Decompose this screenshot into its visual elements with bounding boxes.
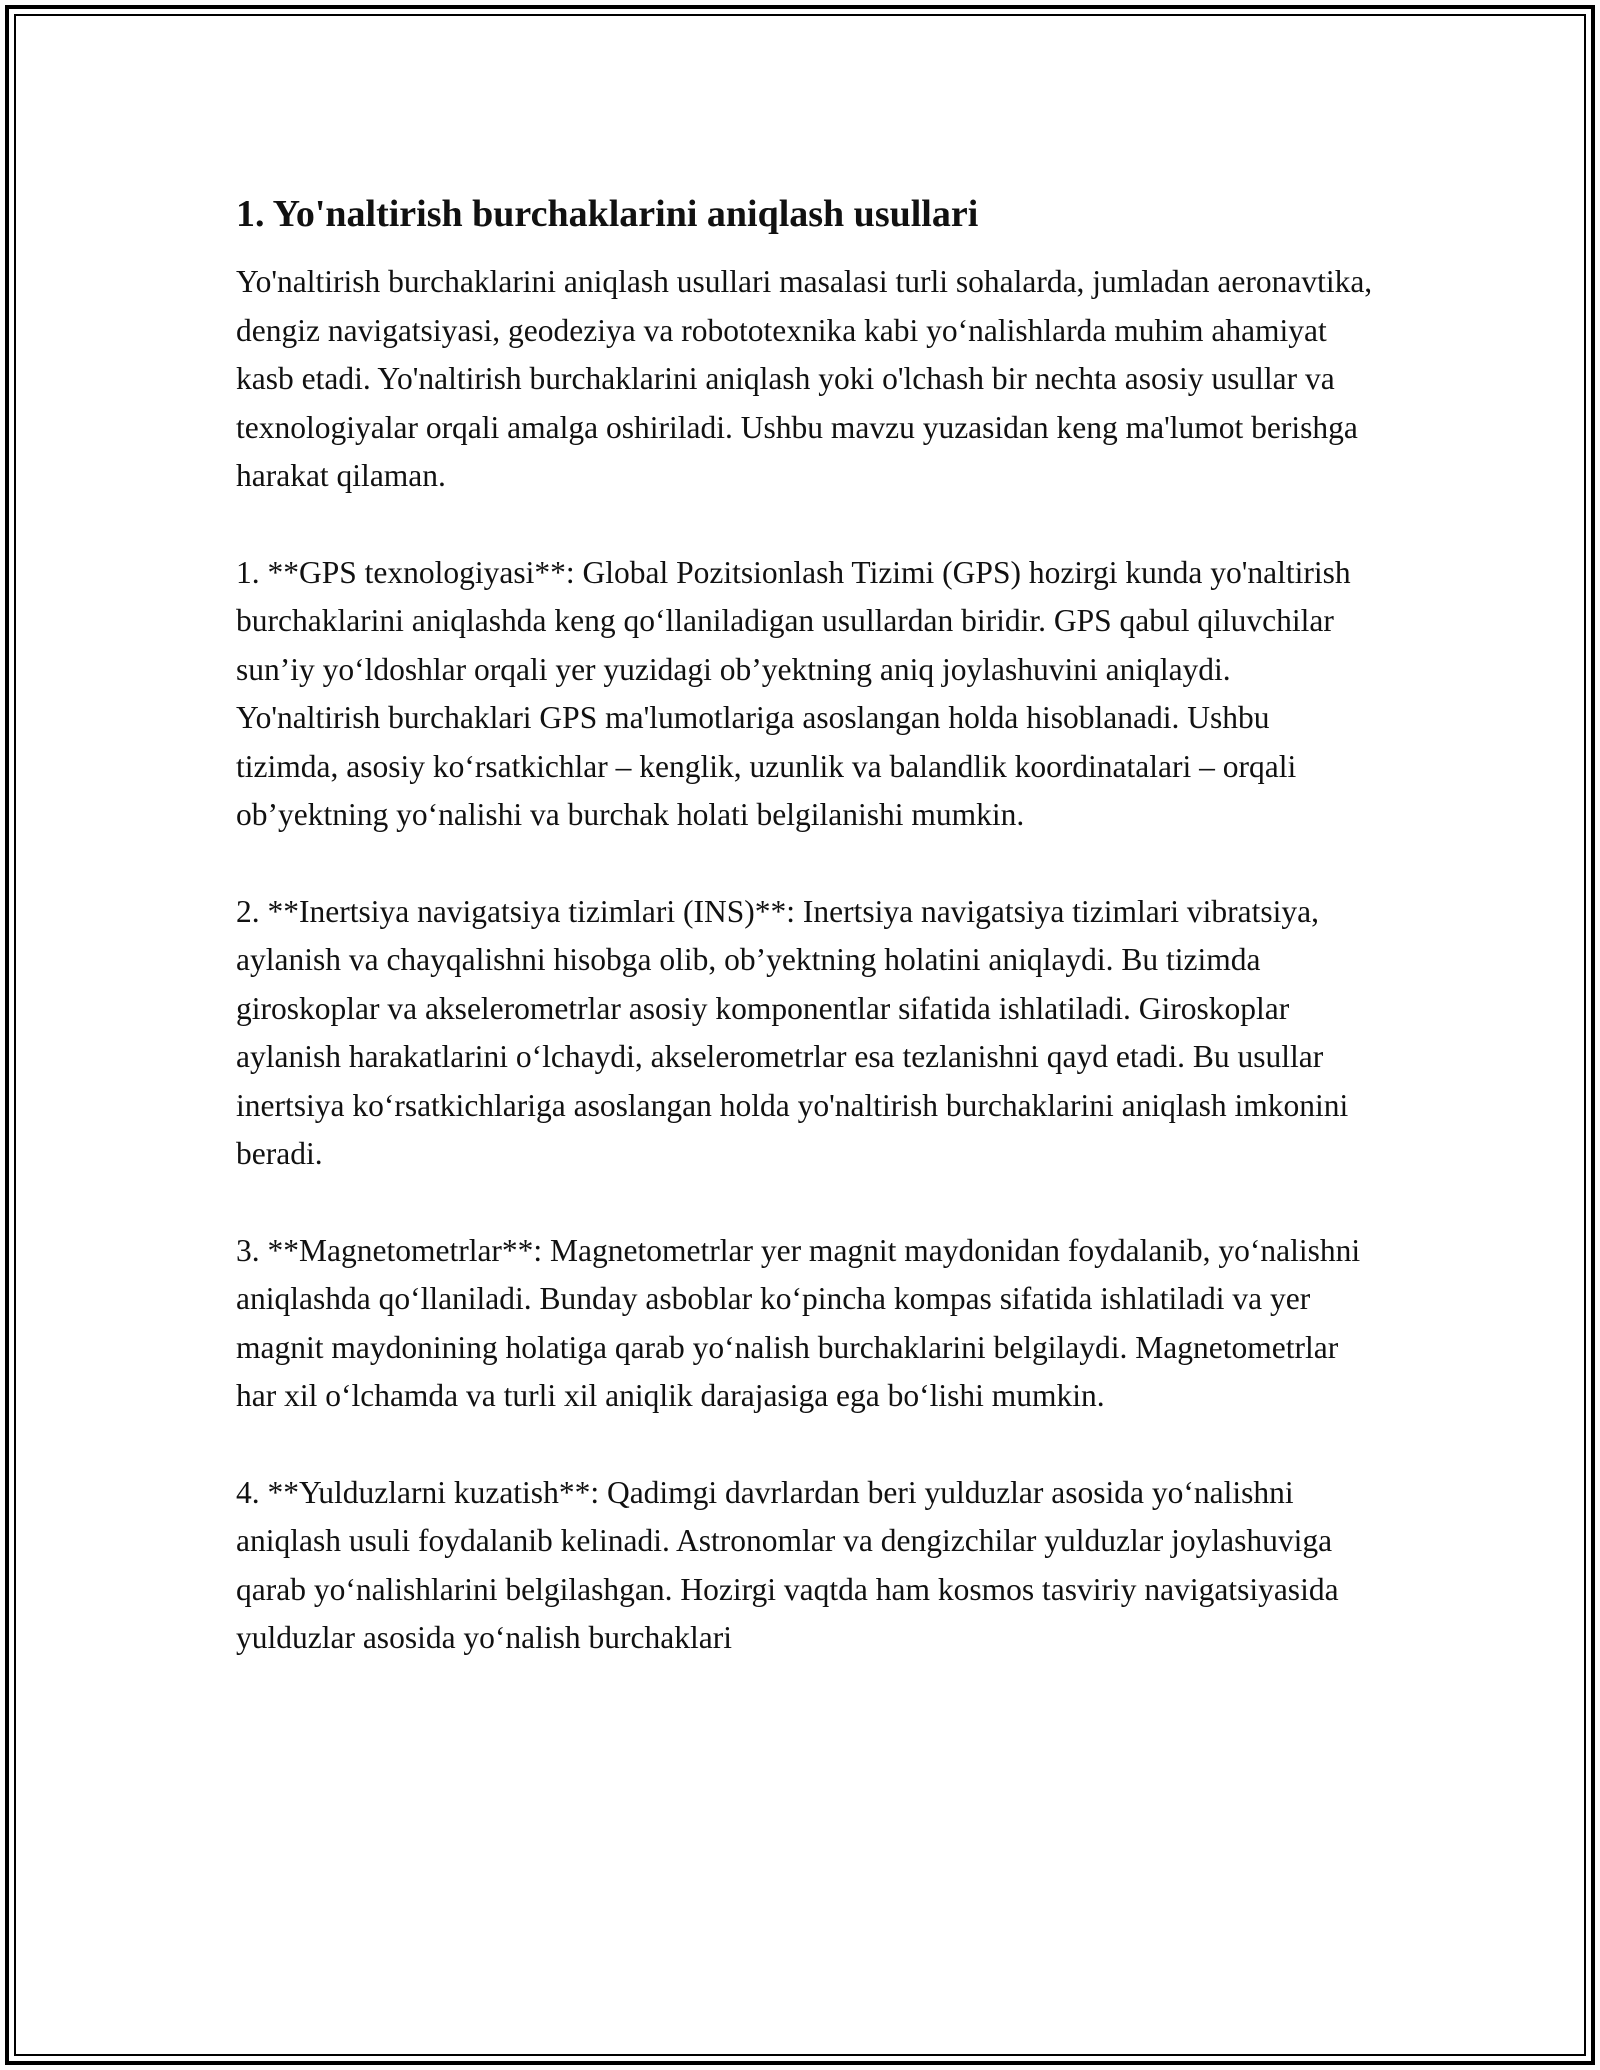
gps-paragraph: 1. **GPS texnologiyasi**: Global Pozitsionlash Tizimi (GPS) hozirgi kunda yo'naltirish burchaklarini aniqlashda keng qo‘llaniladigan usullardan biridir. GPS qabul qiluvchilar sun’iy yo‘ldoshlar orqali yer yuzidagi ob’yektning aniq joylashuvini aniqlaydi. Yo'naltirish burchaklari GPS ma'lumotlariga asoslangan holda hisoblanadi. Ushbu tizimda, asosiy ko‘rsatkichlar – kenglik, uzunlik va balandlik koordinatalari – orqali ob’yektning yo‘nalishi va burchak holati belgilanishi mumkin. (236, 554, 1359, 832)
intro-paragraph: Yo'naltirish burchaklarini aniqlash usullari masalasi turli sohalarda, jumladan aeronavtika, dengiz navigatsiyasi, geodeziya va robototexnika kabi yo‘nalishlarda muhim ahamiyat kasb etadi. Yo'naltirish burchaklarini aniqlash yoki o'lchash bir nechta asosiy usullar va texnologiyalar orqali amalga oshiriladi. Ushbu mavzu yuzasidan keng ma'lumot berishga harakat qilaman. (236, 264, 1381, 493)
ins-paragraph: 2. **Inertsiya navigatsiya tizimlari (INS)**: Inertsiya navigatsiya tizimlari vibratsiya, aylanish va chayqalishni hisobga olib, ob’yektning holatini aniqlaydi. Bu tizimda giroskoplar va akselerometrlar asosiy komponentlar sifatida ishlatiladi. Giroskoplar aylanish harakatlarini o‘lchaydi, akselerometrlar esa tezlanishni qayd etadi. Bu usullar inertsiya ko‘rsatkichlariga asoslangan holda yo'naltirish burchaklarini aniqlash imkonini beradi. (236, 893, 1357, 1171)
document-title: 1. Yo'naltirish burchaklarini aniqlash usullari (236, 193, 979, 235)
document-body (236, 188, 1381, 1663)
star-tracking-paragraph: 4. **Yulduzlarni kuzatish**: Qadimgi davrlardan beri yulduzlar asosida yo‘nalishni aniqlash usuli foydalanib kelinadi. Astronomlar va dengizchilar yulduzlar joylashuviga qarab yo‘nalishlarini belgilashgan. Hozirgi vaqtda ham kosmos tasviriy navigatsiyasida yulduzlar asosida yo‘nalish burchaklari (236, 1474, 1347, 1655)
magnetometer-paragraph: 3. **Magnetometrlar**: Magnetometrlar yer magnit maydonidan foydalanib, yo‘nalishni aniqlashda qo‘llaniladi. Bunday asboblar ko‘pincha kompas sifatida ishlatiladi va yer magnit maydonining holatiga qarab yo‘nalish burchaklarini belgilaydi. Magnetometrlar har xil o‘lchamda va turli xil aniqlik darajasiga ega bo‘lishi mumkin. (236, 1232, 1368, 1413)
